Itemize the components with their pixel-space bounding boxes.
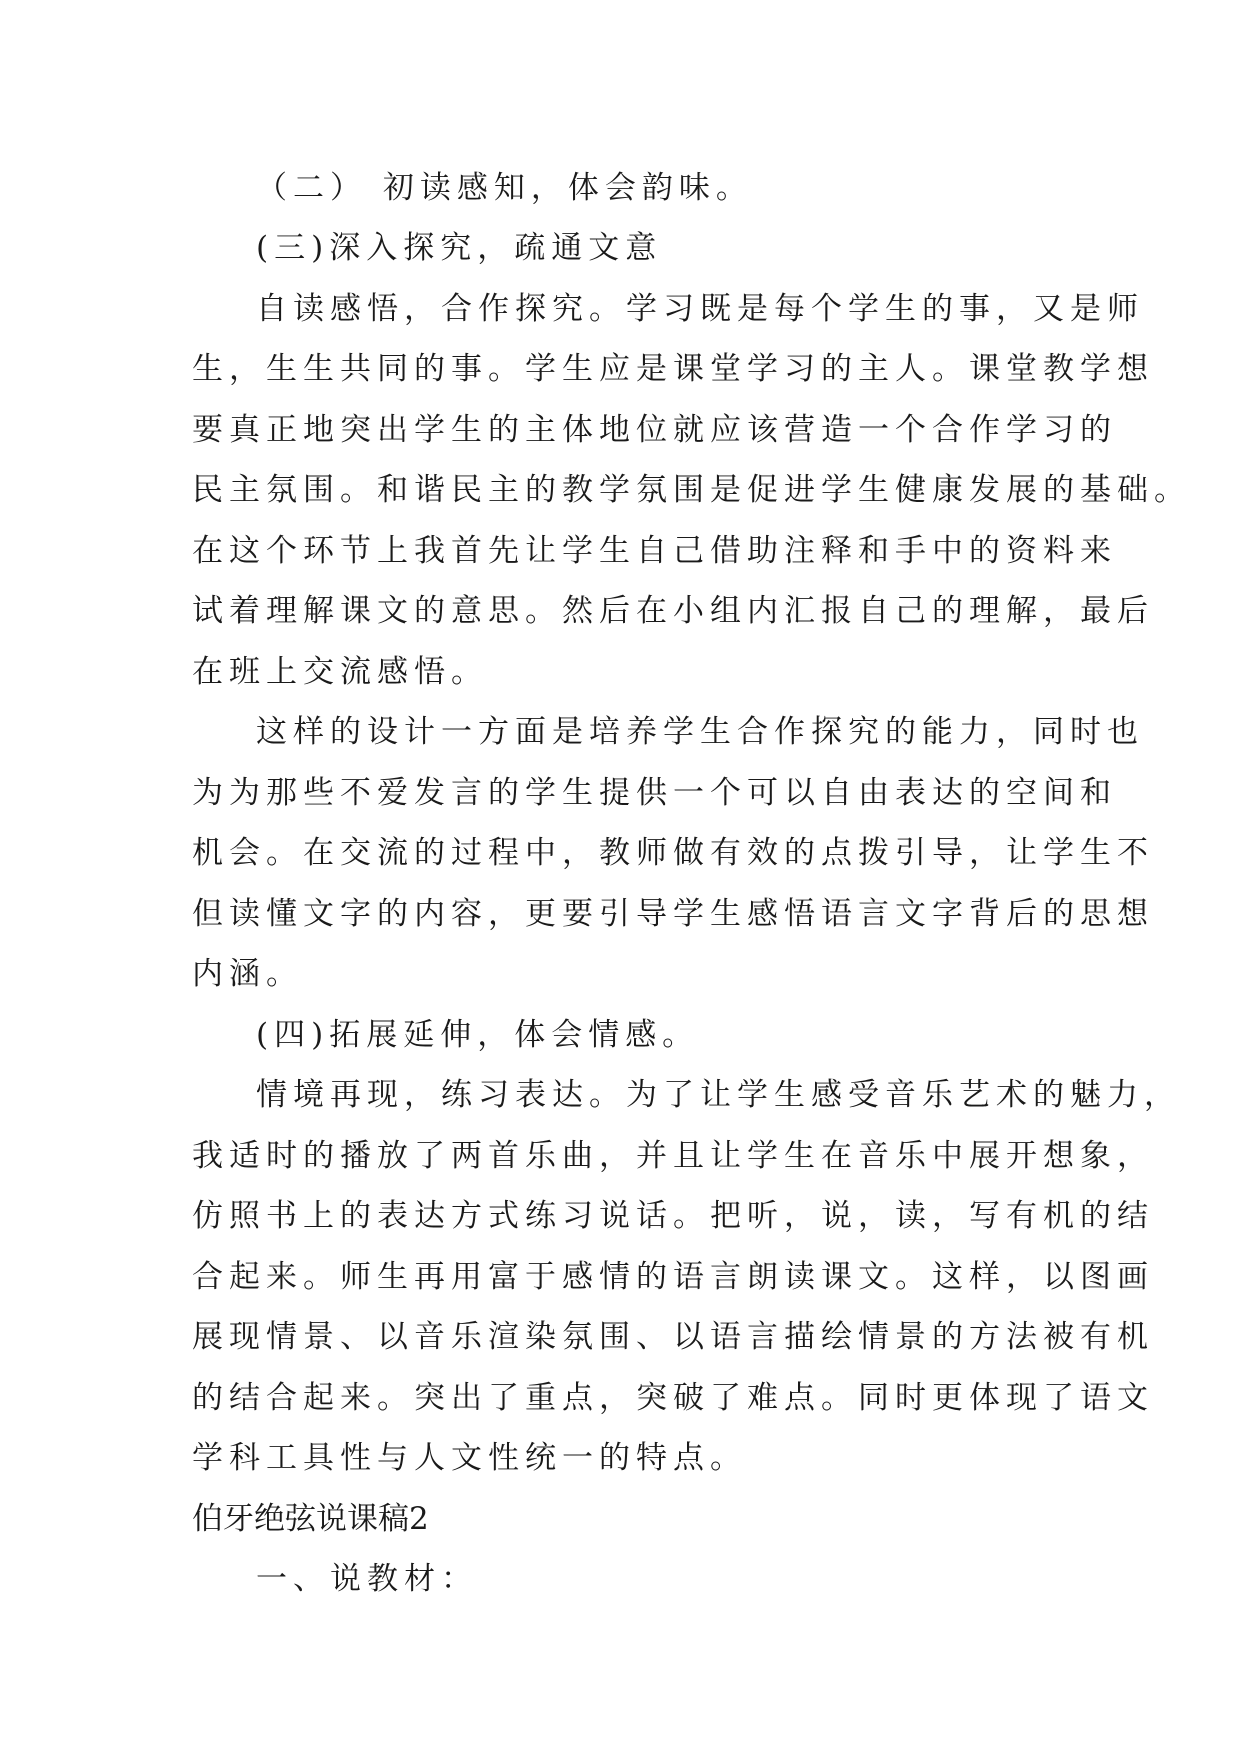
paragraph-line: 学科工具性与人文性统一的特点。 bbox=[192, 1440, 747, 1476]
paragraph-line: 展现情景、以音乐渲染氛围、以语言描绘情景的方法被有机 bbox=[192, 1319, 1154, 1355]
paragraph-line: 生，生生共同的事。学生应是课堂学习的主人。课堂教学想 bbox=[192, 351, 1154, 387]
section-heading-2: （二） 初读感知，体会韵味。 bbox=[256, 170, 753, 206]
paragraph-line: 民主氛围。和谐民主的教学氛围是促进学生健康发展的基础。 bbox=[192, 472, 1191, 508]
paragraph-line: 机会。在交流的过程中，教师做有效的点拨引导，让学生不 bbox=[192, 835, 1154, 871]
paragraph-line: 自读感悟，合作探究。学习既是每个学生的事，又是师 bbox=[256, 291, 1144, 327]
section-heading-1: 一、说教材： bbox=[256, 1561, 478, 1597]
paragraph-line: 要真正地突出学生的主体地位就应该营造一个合作学习的 bbox=[192, 412, 1117, 448]
paragraph-line: 在班上交流感悟。 bbox=[192, 654, 488, 690]
paragraph-line: 试着理解课文的意思。然后在小组内汇报自己的理解，最后 bbox=[192, 593, 1154, 629]
paragraph-line: 情境再现，练习表达。为了让学生感受音乐艺术的魅力， bbox=[256, 1077, 1181, 1113]
paragraph-line: 但读懂文字的内容，更要引导学生感悟语言文字背后的思想 bbox=[192, 896, 1154, 932]
section-heading-3: (三)深入探究，疏通文意 bbox=[256, 230, 663, 266]
paragraph-line: 为为那些不爱发言的学生提供一个可以自由表达的空间和 bbox=[192, 775, 1117, 811]
paragraph-line: 这样的设计一方面是培养学生合作探究的能力，同时也 bbox=[256, 714, 1144, 750]
document-subtitle: 伯牙绝弦说课稿2 bbox=[192, 1501, 429, 1537]
paragraph-line: 合起来。师生再用富于感情的语言朗读课文。这样，以图画 bbox=[192, 1259, 1154, 1295]
paragraph-line: 内涵。 bbox=[192, 956, 303, 992]
section-heading-4: (四)拓展延伸，体会情感。 bbox=[256, 1017, 700, 1053]
paragraph-line: 的结合起来。突出了重点，突破了难点。同时更体现了语文 bbox=[192, 1380, 1154, 1416]
paragraph-line: 仿照书上的表达方式练习说话。把听，说，读，写有机的结 bbox=[192, 1198, 1154, 1234]
paragraph-line: 我适时的播放了两首乐曲，并且让学生在音乐中展开想象， bbox=[192, 1138, 1154, 1174]
paragraph-line: 在这个环节上我首先让学生自己借助注释和手中的资料来 bbox=[192, 533, 1117, 569]
